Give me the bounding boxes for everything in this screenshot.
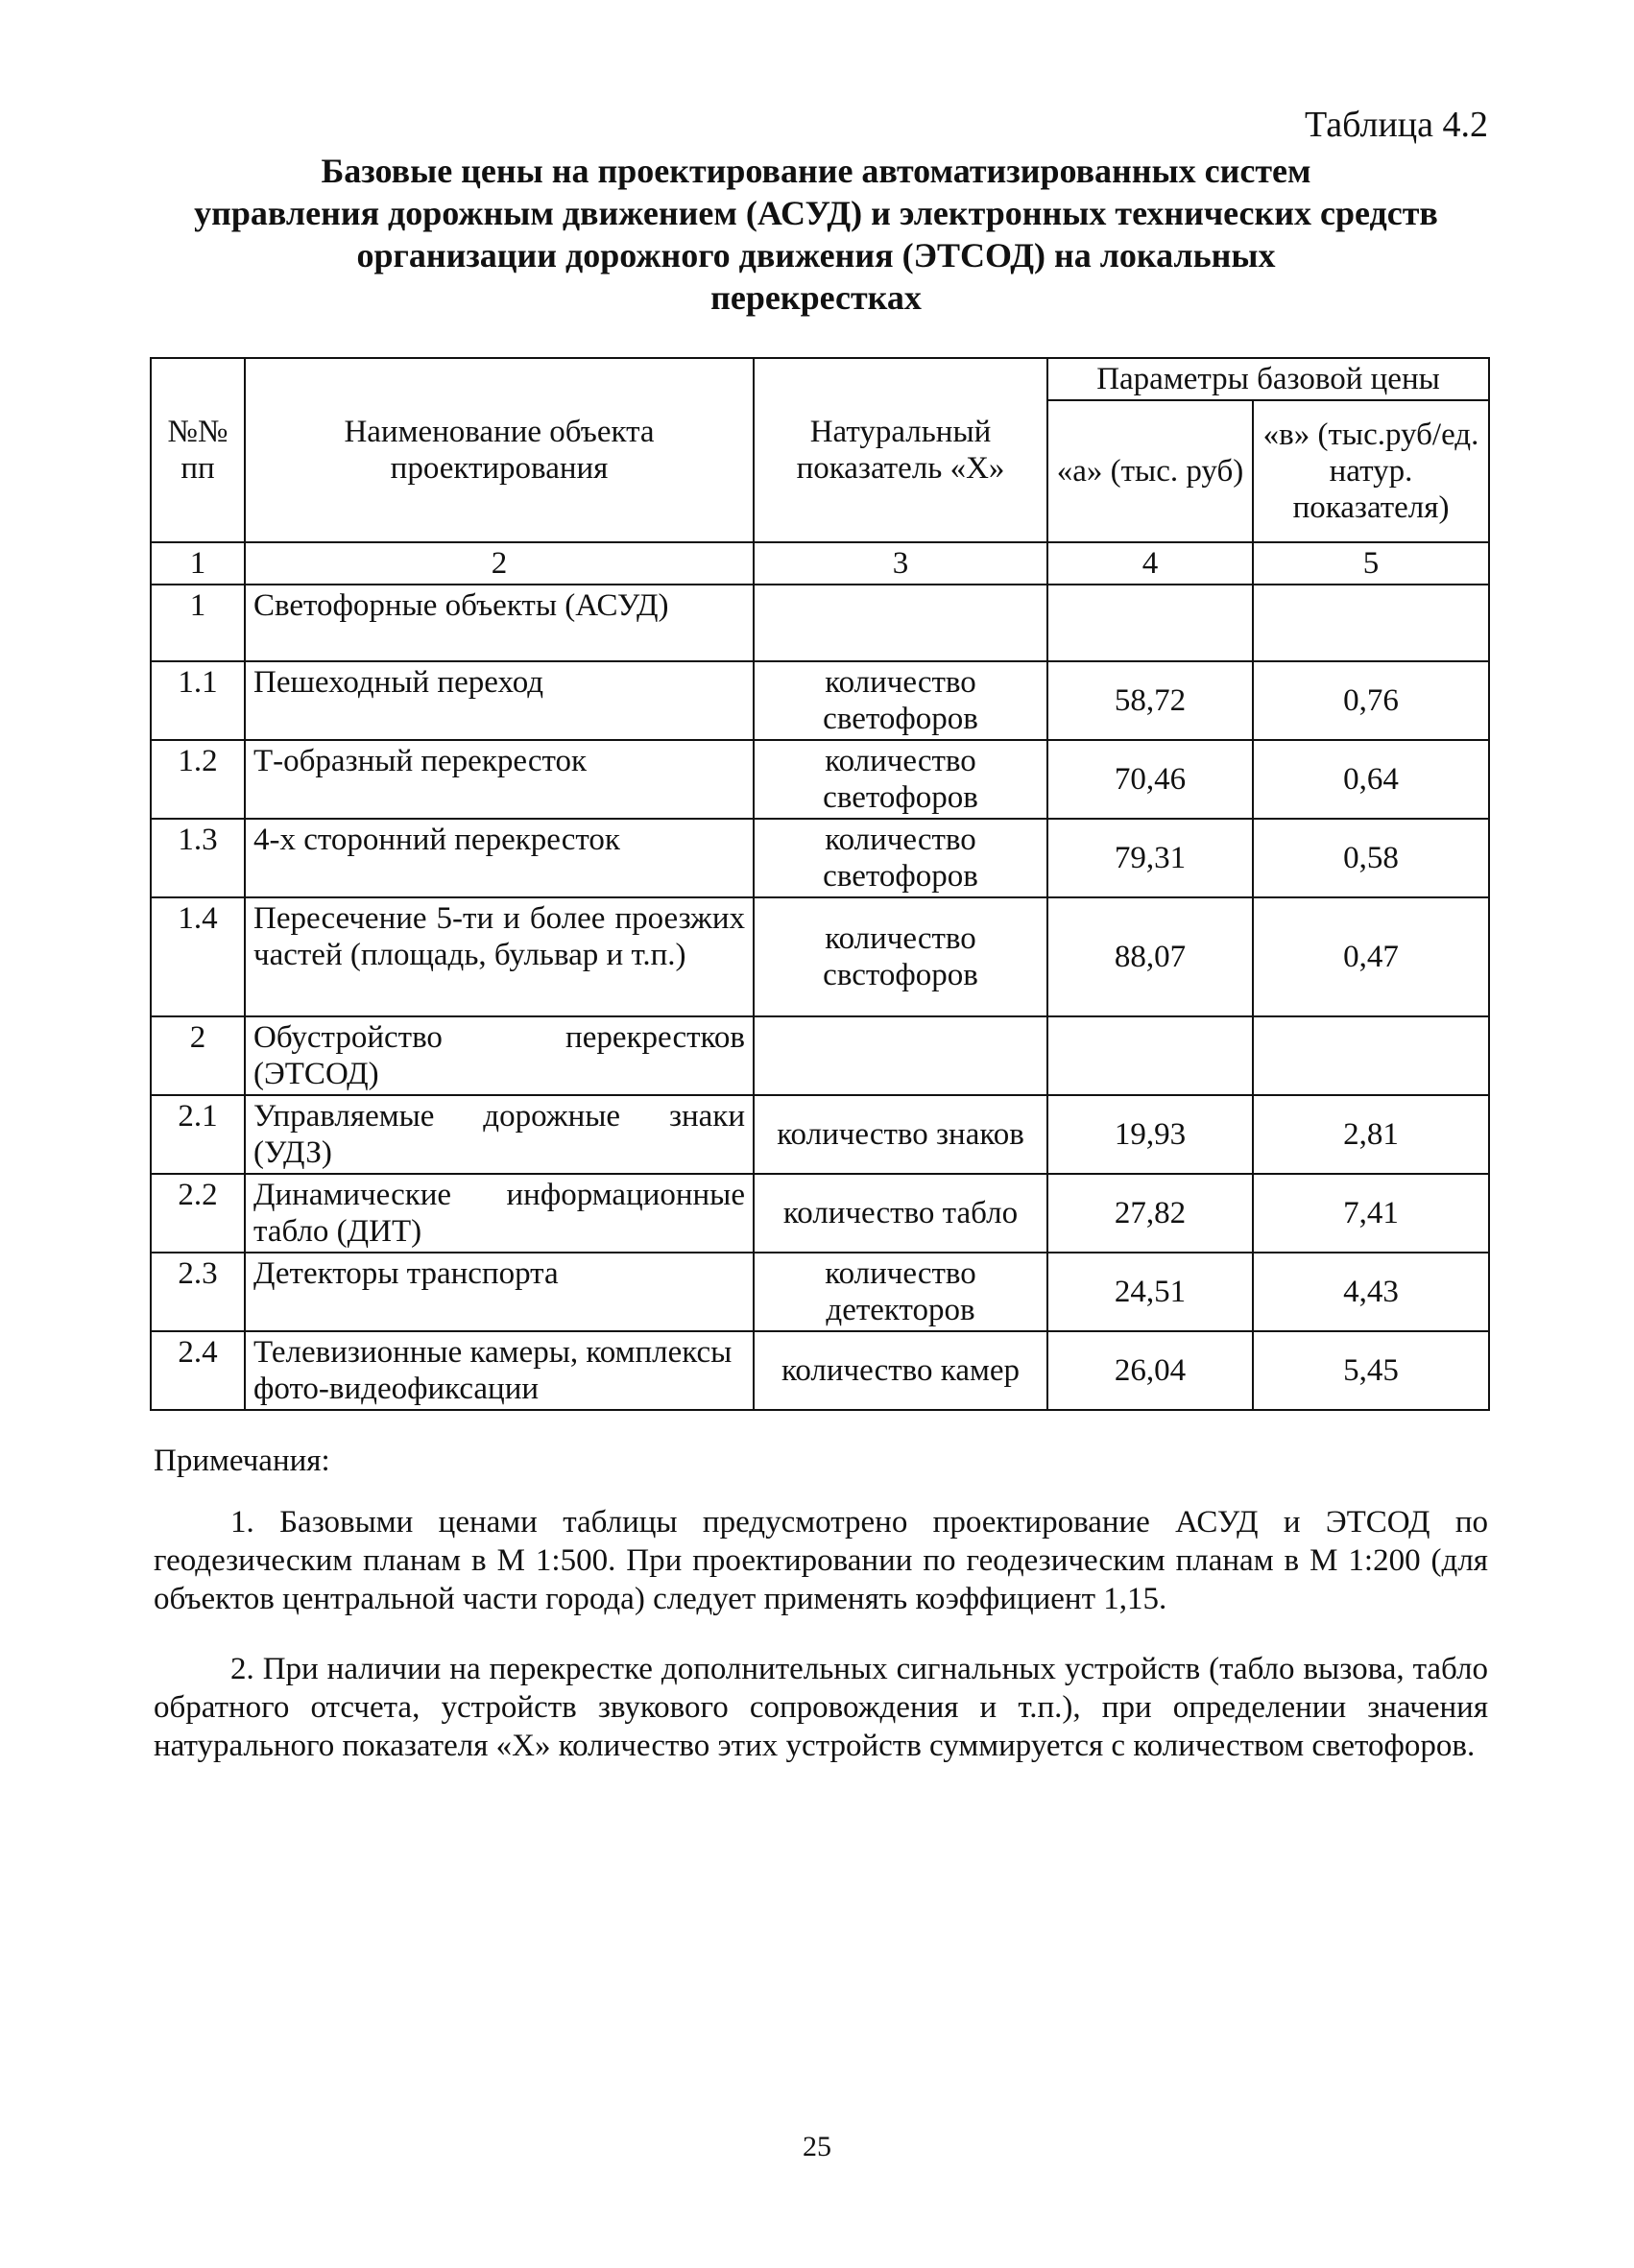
table-row [151, 897, 1489, 1016]
column-number: 1 [151, 542, 245, 585]
row-b: 2,81 [1253, 1095, 1489, 1174]
column-number: 2 [245, 542, 754, 585]
row-num: 2.3 [151, 1253, 245, 1331]
row-indicator: количество светофоров [754, 819, 1047, 897]
row-indicator [754, 585, 1047, 661]
table-row [151, 661, 1489, 740]
row-name: Детекторы транспорта [245, 1253, 754, 1331]
table-title [134, 150, 1498, 319]
row-b: 0,64 [1253, 740, 1489, 819]
header-a: «а» (тыс. руб) [1047, 400, 1253, 542]
row-a: 79,31 [1047, 819, 1253, 897]
row-num: 2 [151, 1016, 245, 1095]
row-name: Телевизионные камеры, комплексы фото-видеофиксации [245, 1331, 754, 1410]
row-a [1047, 1016, 1253, 1095]
row-b: 5,45 [1253, 1331, 1489, 1410]
row-indicator [754, 1016, 1047, 1095]
row-name: 4-х сторонний перекресток [245, 819, 754, 897]
row-name: Управляемые дорожные знаки (УДЗ) [245, 1095, 754, 1174]
title-line: организации дорожного движения (ЭТСОД) на локальных [356, 236, 1276, 275]
row-b: 4,43 [1253, 1253, 1489, 1331]
header-num: №№ пп [151, 358, 245, 542]
row-indicator: количество табло [754, 1174, 1047, 1253]
table-label: Таблица 4.2 [1304, 105, 1488, 145]
row-a: 58,72 [1047, 661, 1253, 740]
header-b: «в» (тыс.руб/ед. натур. показателя) [1253, 400, 1489, 542]
row-indicator: количество свстофоров [754, 897, 1047, 1016]
price-table [150, 357, 1490, 1411]
row-b: 0,76 [1253, 661, 1489, 740]
row-b: 7,41 [1253, 1174, 1489, 1253]
row-b: 0,47 [1253, 897, 1489, 1016]
row-a: 88,07 [1047, 897, 1253, 1016]
row-num: 1 [151, 585, 245, 661]
column-number: 5 [1253, 542, 1489, 585]
row-a: 26,04 [1047, 1331, 1253, 1410]
row-num: 1.1 [151, 661, 245, 740]
row-name: Пешеходный переход [245, 661, 754, 740]
note-paragraph: 1. Базовыми ценами таблицы предусмотрено проектирование АСУД и ЭТСОД по геодезическим планам в М 1:500. При проектировании по геодезическим планам в М 1:200 (для объектов центральной части города) следует применять коэффициент 1,15. [154, 1505, 1488, 1616]
row-b: 0,58 [1253, 819, 1489, 897]
row-num: 1.3 [151, 819, 245, 897]
row-b [1253, 1016, 1489, 1095]
title-line: управления дорожным движением (АСУД) и электронных технических средств [194, 194, 1438, 232]
table-row [151, 585, 1489, 661]
row-a: 19,93 [1047, 1095, 1253, 1174]
header-params: Параметры базовой цены [1047, 358, 1489, 400]
row-num: 1.2 [151, 740, 245, 819]
row-a: 27,82 [1047, 1174, 1253, 1253]
row-name: Т-образный перекресток [245, 740, 754, 819]
table-row [151, 1331, 1489, 1410]
row-num: 2.2 [151, 1174, 245, 1253]
row-name: Пересечение 5-ти и более проезжих частей (площадь, бульвар и т.п.) [245, 897, 754, 1016]
header-indicator: Натуральный показатель «Х» [754, 358, 1047, 542]
title-line: Базовые цены на проектирование автоматизированных систем [321, 152, 1311, 190]
row-indicator: количество камер [754, 1331, 1047, 1410]
title-line: перекрестках [710, 278, 922, 317]
page-number: 25 [803, 2131, 831, 2162]
row-num: 2.4 [151, 1331, 245, 1410]
row-a: 24,51 [1047, 1253, 1253, 1331]
table-row [151, 740, 1489, 819]
row-indicator: количество знаков [754, 1095, 1047, 1174]
table-row [151, 1253, 1489, 1331]
row-indicator: количество светофоров [754, 661, 1047, 740]
row-num: 1.4 [151, 897, 245, 1016]
row-a: 70,46 [1047, 740, 1253, 819]
table-row [151, 1016, 1489, 1095]
row-name: Обустройство перекрестков (ЭТСОД) [245, 1016, 754, 1095]
row-indicator: количество светофоров [754, 740, 1047, 819]
table-row [151, 819, 1489, 897]
notes-section [154, 1442, 1488, 1780]
row-num: 2.1 [151, 1095, 245, 1174]
column-number-row [151, 542, 1489, 585]
note-paragraph: 2. При наличии на перекрестке дополнительных сигнальных устройств (табло вызова, табло обратного отсчета, устройств звукового сопровождения и т.п.), при определении значения натурального показателя «Х» количество этих устройств суммируется с количеством светофоров. [154, 1652, 1488, 1763]
notes-title: Примечания: [154, 1444, 330, 1478]
row-b [1253, 585, 1489, 661]
row-name: Динамические информационные табло (ДИТ) [245, 1174, 754, 1253]
row-a [1047, 585, 1253, 661]
column-number: 3 [754, 542, 1047, 585]
row-indicator: количество детекторов [754, 1253, 1047, 1331]
column-number: 4 [1047, 542, 1253, 585]
row-name: Светофорные объекты (АСУД) [245, 585, 754, 661]
table-row [151, 1095, 1489, 1174]
header-name: Наименование объекта проектирования [245, 358, 754, 542]
table-row [151, 1174, 1489, 1253]
